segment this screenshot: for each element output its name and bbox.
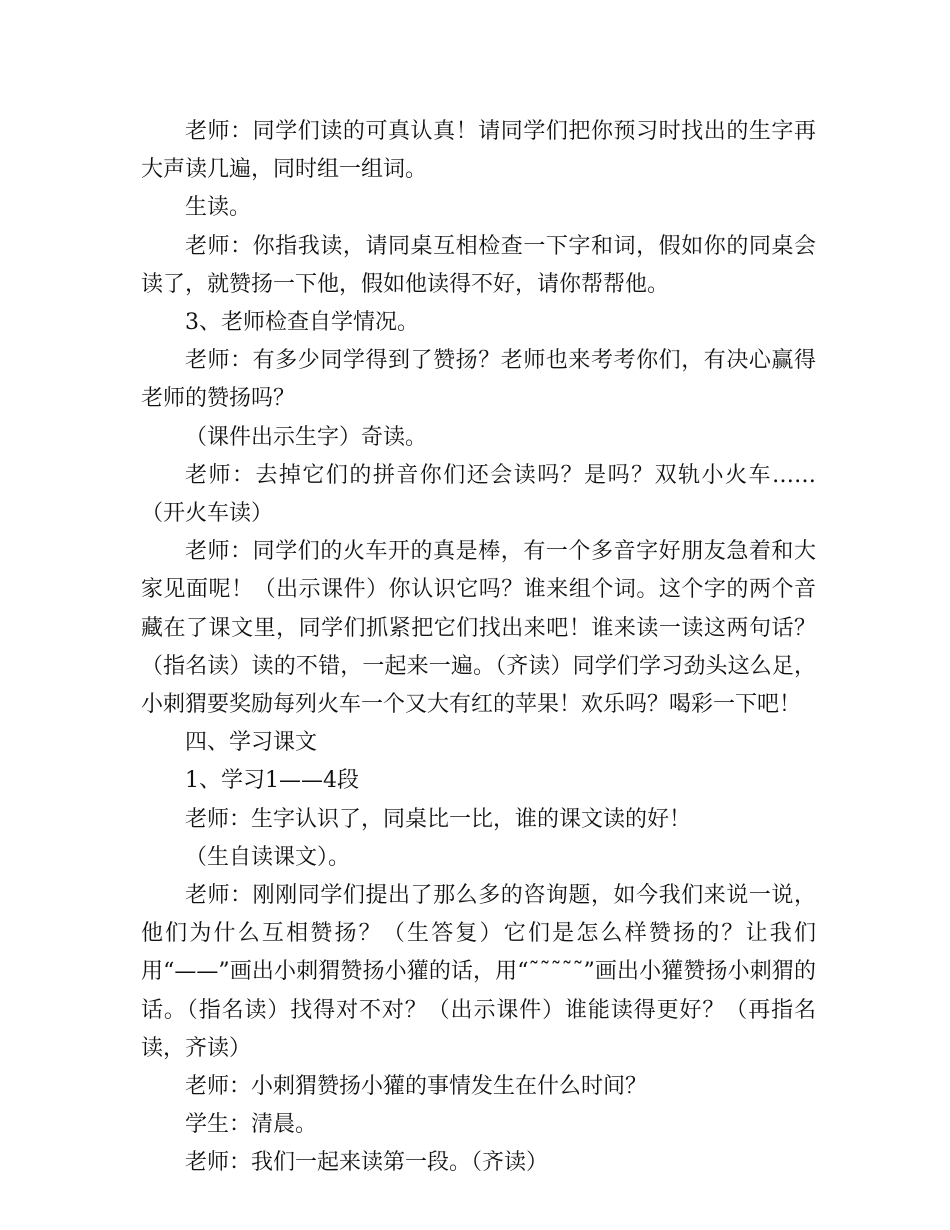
paragraph: 生读。 <box>185 195 252 221</box>
paragraph: 老师：我们一起来读第一段。（齐读） <box>185 1150 549 1176</box>
paragraph: 老师：刚刚同学们提出了那么多的咨询题，如今我们来说一说，他们为什么互相赞扬？（生答复）它们是怎么样赞扬的？让我们用“——”画出小刺猬赞扬小獾的话，用“˜˜˜˜˜”画出小獾赞扬小刺猬的话。（指名读）找得对不对？（出示课件）谁能读得更好？（再指名读，齐读） <box>141 883 816 1061</box>
paragraph: （课件出示生字）奇读。 <box>185 424 428 450</box>
paragraph: 3、老师检查自学情况。 <box>185 310 419 336</box>
subsection-heading: 1、学习1——4段 <box>185 768 359 794</box>
section-heading: 四、学习课文 <box>185 730 318 756</box>
paragraph: （生自读课文）。 <box>185 844 351 870</box>
paragraph: 老师：生字认识了，同桌比一比，谁的课文读的好！ <box>185 806 692 832</box>
paragraph: 老师：同学们读的可真认真！请同学们把你预习时找出的生字再大声读几遍，同时组一组词。 <box>141 119 816 183</box>
document-body <box>141 113 816 1183</box>
paragraph: 老师：去掉它们的拼音你们还会读吗？是吗？双轨小火车……（开火车读） <box>141 462 816 527</box>
paragraph: 学生：清晨。 <box>185 1112 318 1138</box>
paragraph: 老师：你指我读，请同桌互相检查一下字和词，假如你的同桌会读了，就赞扬一下他，假如他读得不好，请你帮帮他。 <box>141 233 816 297</box>
paragraph: 老师：有多少同学得到了赞扬？老师也来考考你们，有决心赢得老师的赞扬吗？ <box>141 348 816 412</box>
paragraph: 老师：小刺猬赞扬小獾的事情发生在什么时间？ <box>185 1074 648 1100</box>
paragraph: 老师：同学们的火车开的真是棒，有一个多音字好朋友急着和大家见面呢！（出示课件）你认识它吗？谁来组个词。这个字的两个音藏在了课文里，同学们抓紧把它们找出来吧！谁来读一读这两句话？（指名读）读的不错，一起来一遍。（齐读）同学们学习劲头这么足，小刺猬要奖励每列火车一个又大有红的苹果！欢乐吗？喝彩一下吧！ <box>141 539 816 718</box>
